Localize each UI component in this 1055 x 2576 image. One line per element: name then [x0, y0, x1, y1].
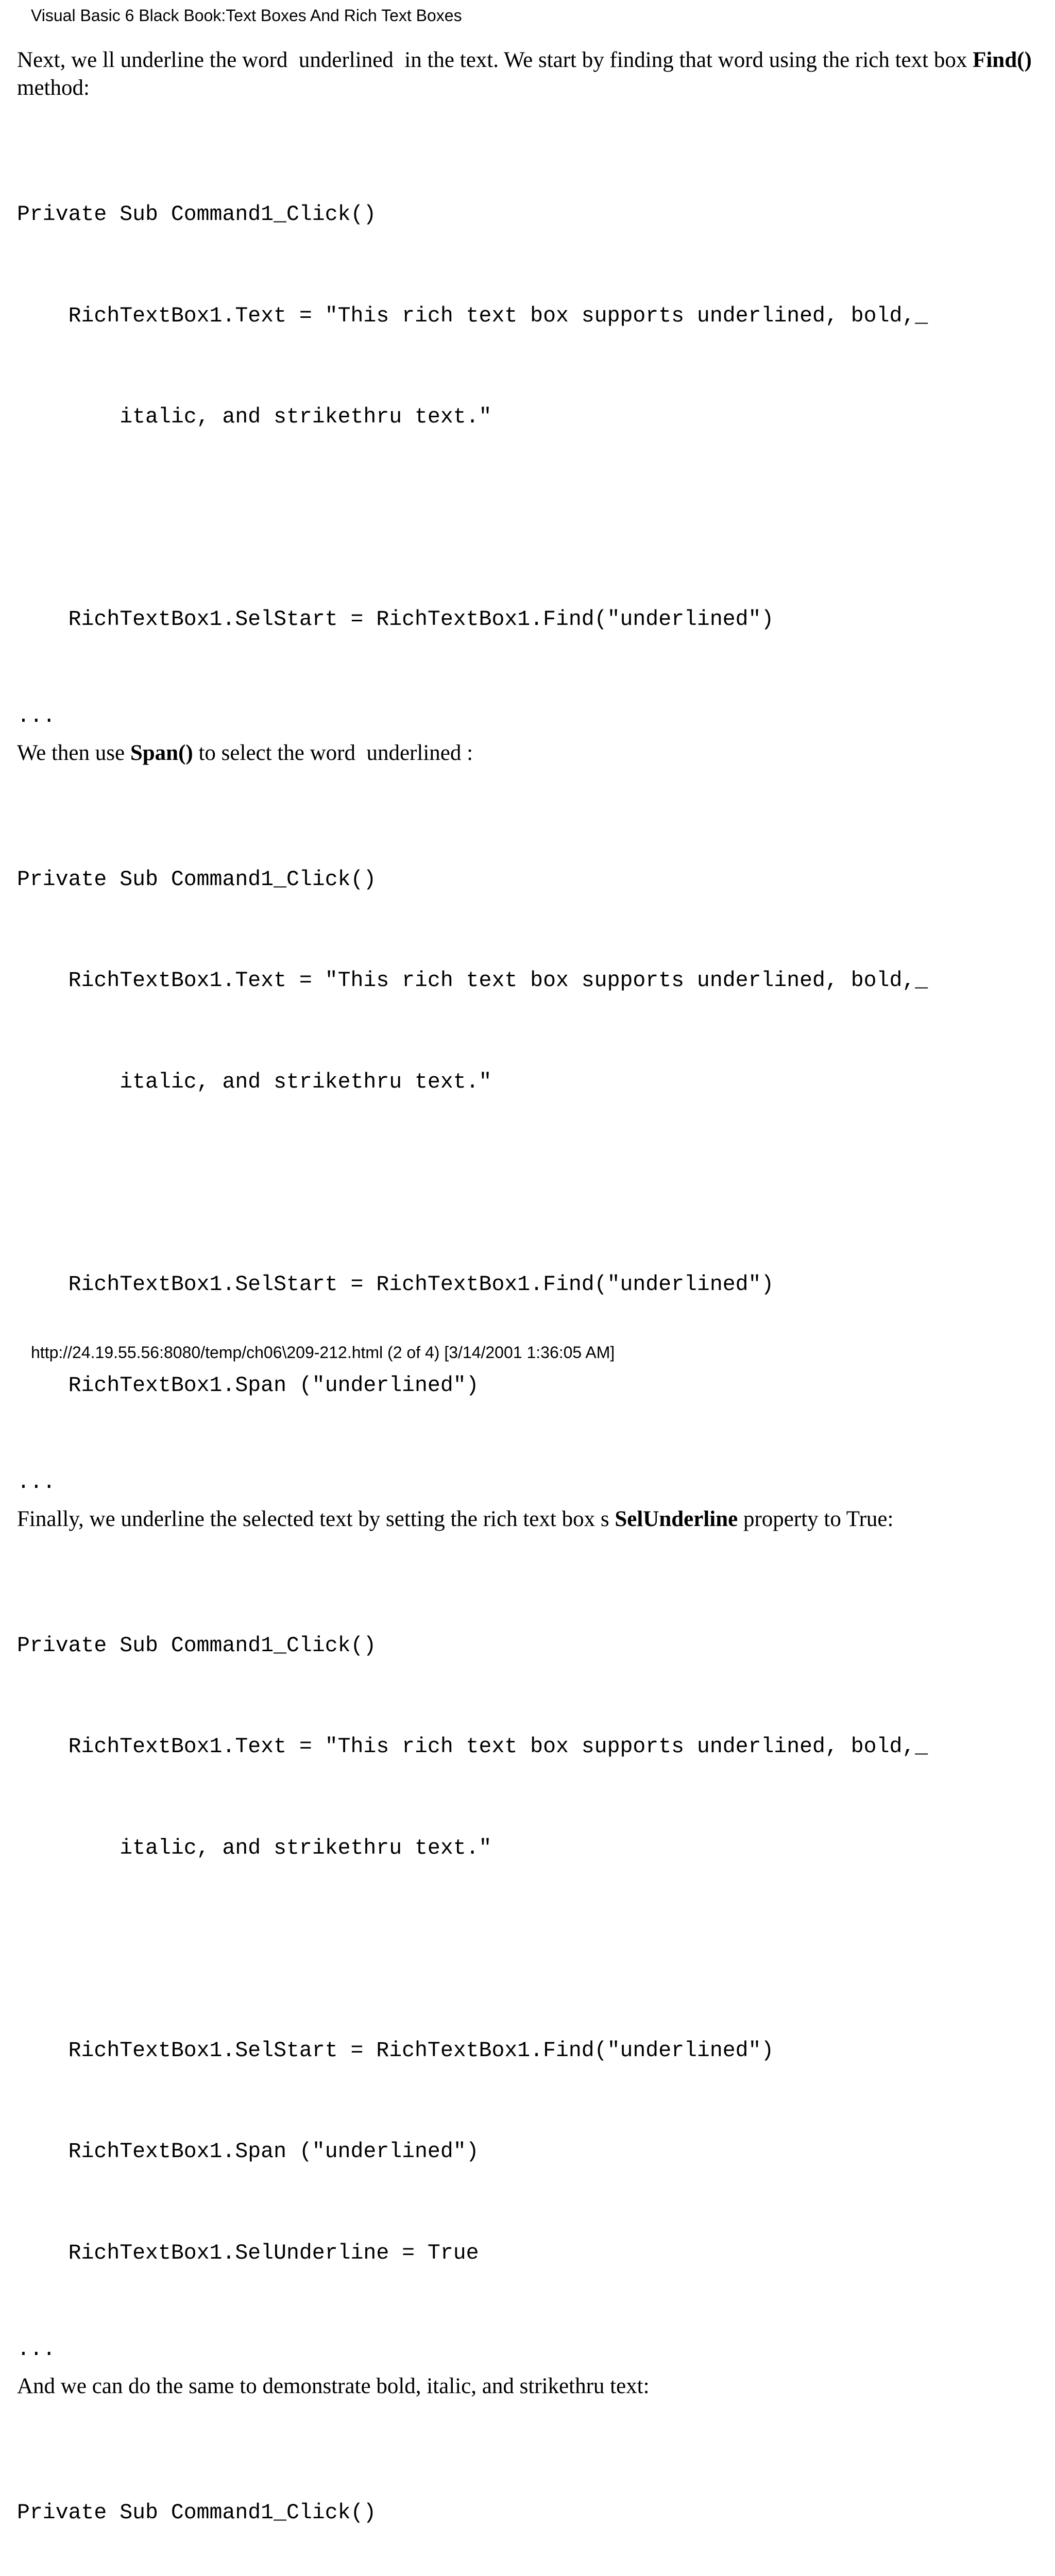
code-line: italic, and strikethru text." [17, 405, 492, 429]
code-line: RichTextBox1.SelStart = RichTextBox1.Find("underlined") [17, 607, 774, 632]
paragraph-span-method [17, 739, 1042, 767]
inline-code-term: Find() [973, 48, 1032, 72]
code-line [17, 502, 1042, 536]
code-line: Private Sub Command1_Click() [17, 2501, 377, 2525]
paragraph-text: Next, we ll underline the word underlined in the text. We start by finding that word using the rich text box [17, 48, 973, 72]
code-line: Private Sub Command1_Click() [17, 1633, 377, 1658]
code-block-3 [17, 1562, 1042, 2338]
page-header-title: Visual Basic 6 Black Book:Text Boxes And Rich Text Boxes [31, 6, 462, 25]
paragraph-text: method: [17, 48, 1037, 100]
page-footer-url: http://24.19.55.56:8080/temp/ch06\209-212.html (2 of 4) [3/14/2001 1:36:05 AM] [31, 1343, 615, 1362]
code-block-1 [17, 130, 1042, 704]
code-line: RichTextBox1.Span ("underlined") [17, 2140, 479, 2164]
paragraph-bold-italic-strikethru: And we can do the same to demonstrate bold, italic, and strikethru text: [17, 2374, 650, 2398]
paragraph-text: property to True: [738, 1506, 894, 1531]
code-line: RichTextBox1.Span ("underlined") [17, 1374, 479, 1398]
code-line: italic, and strikethru text." [17, 1836, 492, 1860]
code-ellipsis: ... [17, 2337, 56, 2362]
code-line [17, 1933, 1042, 1967]
paragraph-text: to select the word underlined : [193, 740, 473, 765]
code-line: RichTextBox1.SelStart = RichTextBox1.Find("underlined") [17, 1272, 774, 1297]
code-line: Private Sub Command1_Click() [17, 202, 377, 227]
paragraph-selunderline-property [17, 1505, 1042, 1533]
paragraph-find-method [17, 46, 1042, 102]
code-block-2 [17, 795, 1042, 1470]
inline-code-term: SelUnderline [615, 1506, 738, 1531]
code-ellipsis: ... [17, 1470, 56, 1495]
code-line: RichTextBox1.SelStart = RichTextBox1.Find("underlined") [17, 2038, 774, 2063]
code-line: RichTextBox1.Text = "This rich text box supports underlined, bold,_ [17, 969, 928, 993]
code-line: italic, and strikethru text." [17, 1070, 492, 1094]
code-line: Private Sub Command1_Click() [17, 867, 377, 892]
code-ellipsis: ... [17, 704, 56, 728]
code-line [17, 1166, 1042, 1200]
paragraph-text: We then use [17, 740, 130, 765]
code-line: RichTextBox1.SelUnderline = True [17, 2241, 479, 2265]
code-line: RichTextBox1.Text = "This rich text box supports underlined, bold,_ [17, 303, 928, 328]
code-block-4 [17, 2429, 1042, 2576]
code-line: RichTextBox1.Text = "This rich text box supports underlined, bold,_ [17, 1735, 928, 1759]
inline-code-term: Span() [130, 740, 193, 765]
page-content [17, 46, 1042, 2576]
paragraph-text: Finally, we underline the selected text by setting the rich text box s [17, 1506, 615, 1531]
